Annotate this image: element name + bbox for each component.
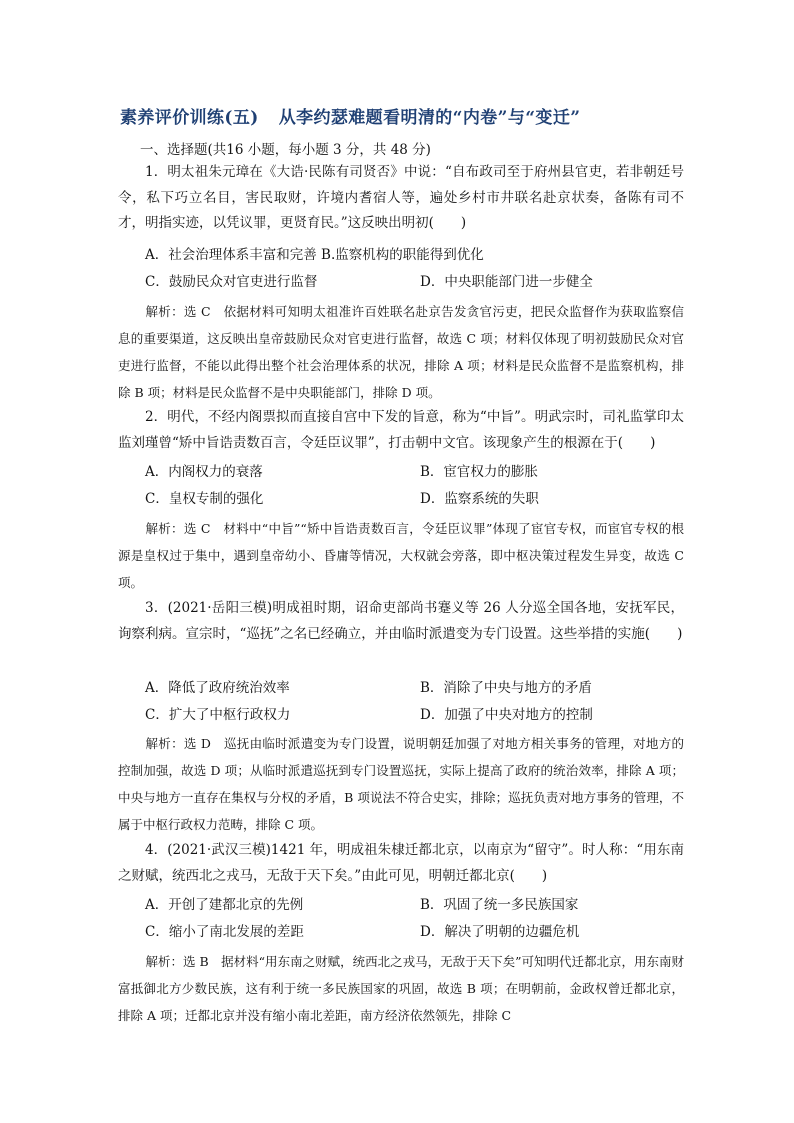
question-2-option-b: B．宦官权力的膨胀 [420, 464, 538, 480]
question-1-option-ab: A．社会治理体系丰富和完善 B.监察机构的职能得到优化 [145, 247, 484, 263]
question-3-stem: 3．(2021·岳阳三模)明成祖时期，诏命吏部尚书蹇义等 26 人分巡全国各地，安抚军民，询察利病。宣宗时，“巡抚”之名已经确立，并由临时派遣变为专门设置。这些举措的实施( ) [118, 600, 684, 642]
question-3-option-d: D．加强了中央对地方的控制 [420, 707, 593, 723]
question-2-stem: 2．明代，不经内阁票拟而直接自宫中下发的旨意，称为“中旨”。明武宗时，司礼监掌印太监刘瑾曾“矫中旨诰责数百言，令廷臣议罪”，打击朝中文官。该现象产生的根源在于( ) [118, 409, 684, 451]
question-4-option-c: C．缩小了南北发展的差距 [145, 924, 304, 940]
question-3-option-a: A．降低了政府统治效率 [145, 680, 290, 696]
question-3-analysis: 解析：选 D 巡抚由临时派遣变为专门设置，说明朝廷加强了对地方相关事务的管理，对地方的控制加强，故选 D 项；从临时派遣巡抚到专门设置巡抚，实际上提高了政府的统治效率，排除 A 项；中央与地方一直存在集权与分权的矛盾，B 项说法不符合史实，排除；巡抚负责对地方事务的管理，不属于中枢行政权力范畴，排除 C 项。 [118, 736, 684, 832]
question-4-stem: 4．(2021·武汉三模)1421 年，明成祖朱棣迁都北京，以南京为“留守”。时人称：“用东南之财赋，统西北之戎马，无敌于天下矣。”由此可见，明朝迁都北京( ) [118, 842, 684, 884]
question-2-option-a: A．内阁权力的衰落 [145, 464, 263, 480]
question-4-option-d: D．解决了明朝的边疆危机 [420, 924, 580, 940]
question-4-option-b: B．巩固了统一多民族国家 [420, 897, 579, 913]
question-1-analysis: 解析：选 C 依据材料可知明太祖准许百姓联名赴京告发贪官污吏，把民众监督作为获取监察信息的重要渠道，这反映出皇帝鼓励民众对官吏进行监督，故选 C 项；材料仅体现了明初鼓励民众对官吏进行监督，不能以此得出整个社会治理体系的状况，排除 A 项；材料是民众监督不是监察机构，排除 B 项；材料是民众监督不是中央职能部门，排除 D 项。 [118, 304, 684, 400]
page-title [120, 103, 720, 128]
title-subtitle: 从李约瑟难题看明清的“内卷”与“变迁” [278, 108, 581, 128]
question-3-options [145, 675, 685, 729]
question-2-analysis: 解析：选 C 材料中“中旨”“矫中旨诰责数百言，令廷臣议罪”体现了宦官专权，而宦官专权的根源是皇权过于集中，遇到皇帝幼小、昏庸等情况，大权就会旁落，即中枢决策过程发生异变，故选 C 项。 [118, 521, 684, 590]
question-1-stem: 1．明太祖朱元璋在《大诰·民陈有司贤否》中说：“自布政司至于府州县官吏，若非朝廷号令，私下巧立名目，害民取财，许境内耆宿人等，遍处乡村市井联名赴京状奏，备陈有司不才，明指实迹，以凭议罪，更贤育民。”这反映出明初( ) [118, 164, 684, 231]
title-main: 素养评价训练(五) [120, 108, 259, 128]
question-4-option-a: A．开创了建都北京的先例 [145, 897, 304, 913]
question-3-option-b: B．消除了中央与地方的矛盾 [420, 680, 592, 696]
question-2-option-d: D．监察系统的失职 [420, 491, 539, 507]
question-1-option-d: D．中央职能部门进一步健全 [420, 274, 593, 290]
question-3-option-c: C．扩大了中枢行政权力 [145, 707, 291, 723]
question-1-options [145, 242, 685, 296]
section-heading: 一、选择题(共16 小题，每小题 3 分，共 48 分) [140, 142, 431, 158]
question-4-analysis: 解析：选 B 据材料“用东南之财赋，统西北之戎马，无敌于天下矣”可知明代迁都北京，用东南财富抵御北方少数民族，这有利于统一多民族国家的巩固，故选 B 项；在明朝前，金政权曾迁都北京，排除 A 项；迁都北京并没有缩小南北差距，南方经济依然领先，排除 C [118, 954, 684, 1023]
question-1-option-c: C．鼓励民众对官吏进行监督 [145, 274, 318, 290]
question-2-option-c: C．皇权专制的强化 [145, 491, 264, 507]
question-4-options [145, 892, 685, 946]
question-2-options [145, 459, 685, 513]
